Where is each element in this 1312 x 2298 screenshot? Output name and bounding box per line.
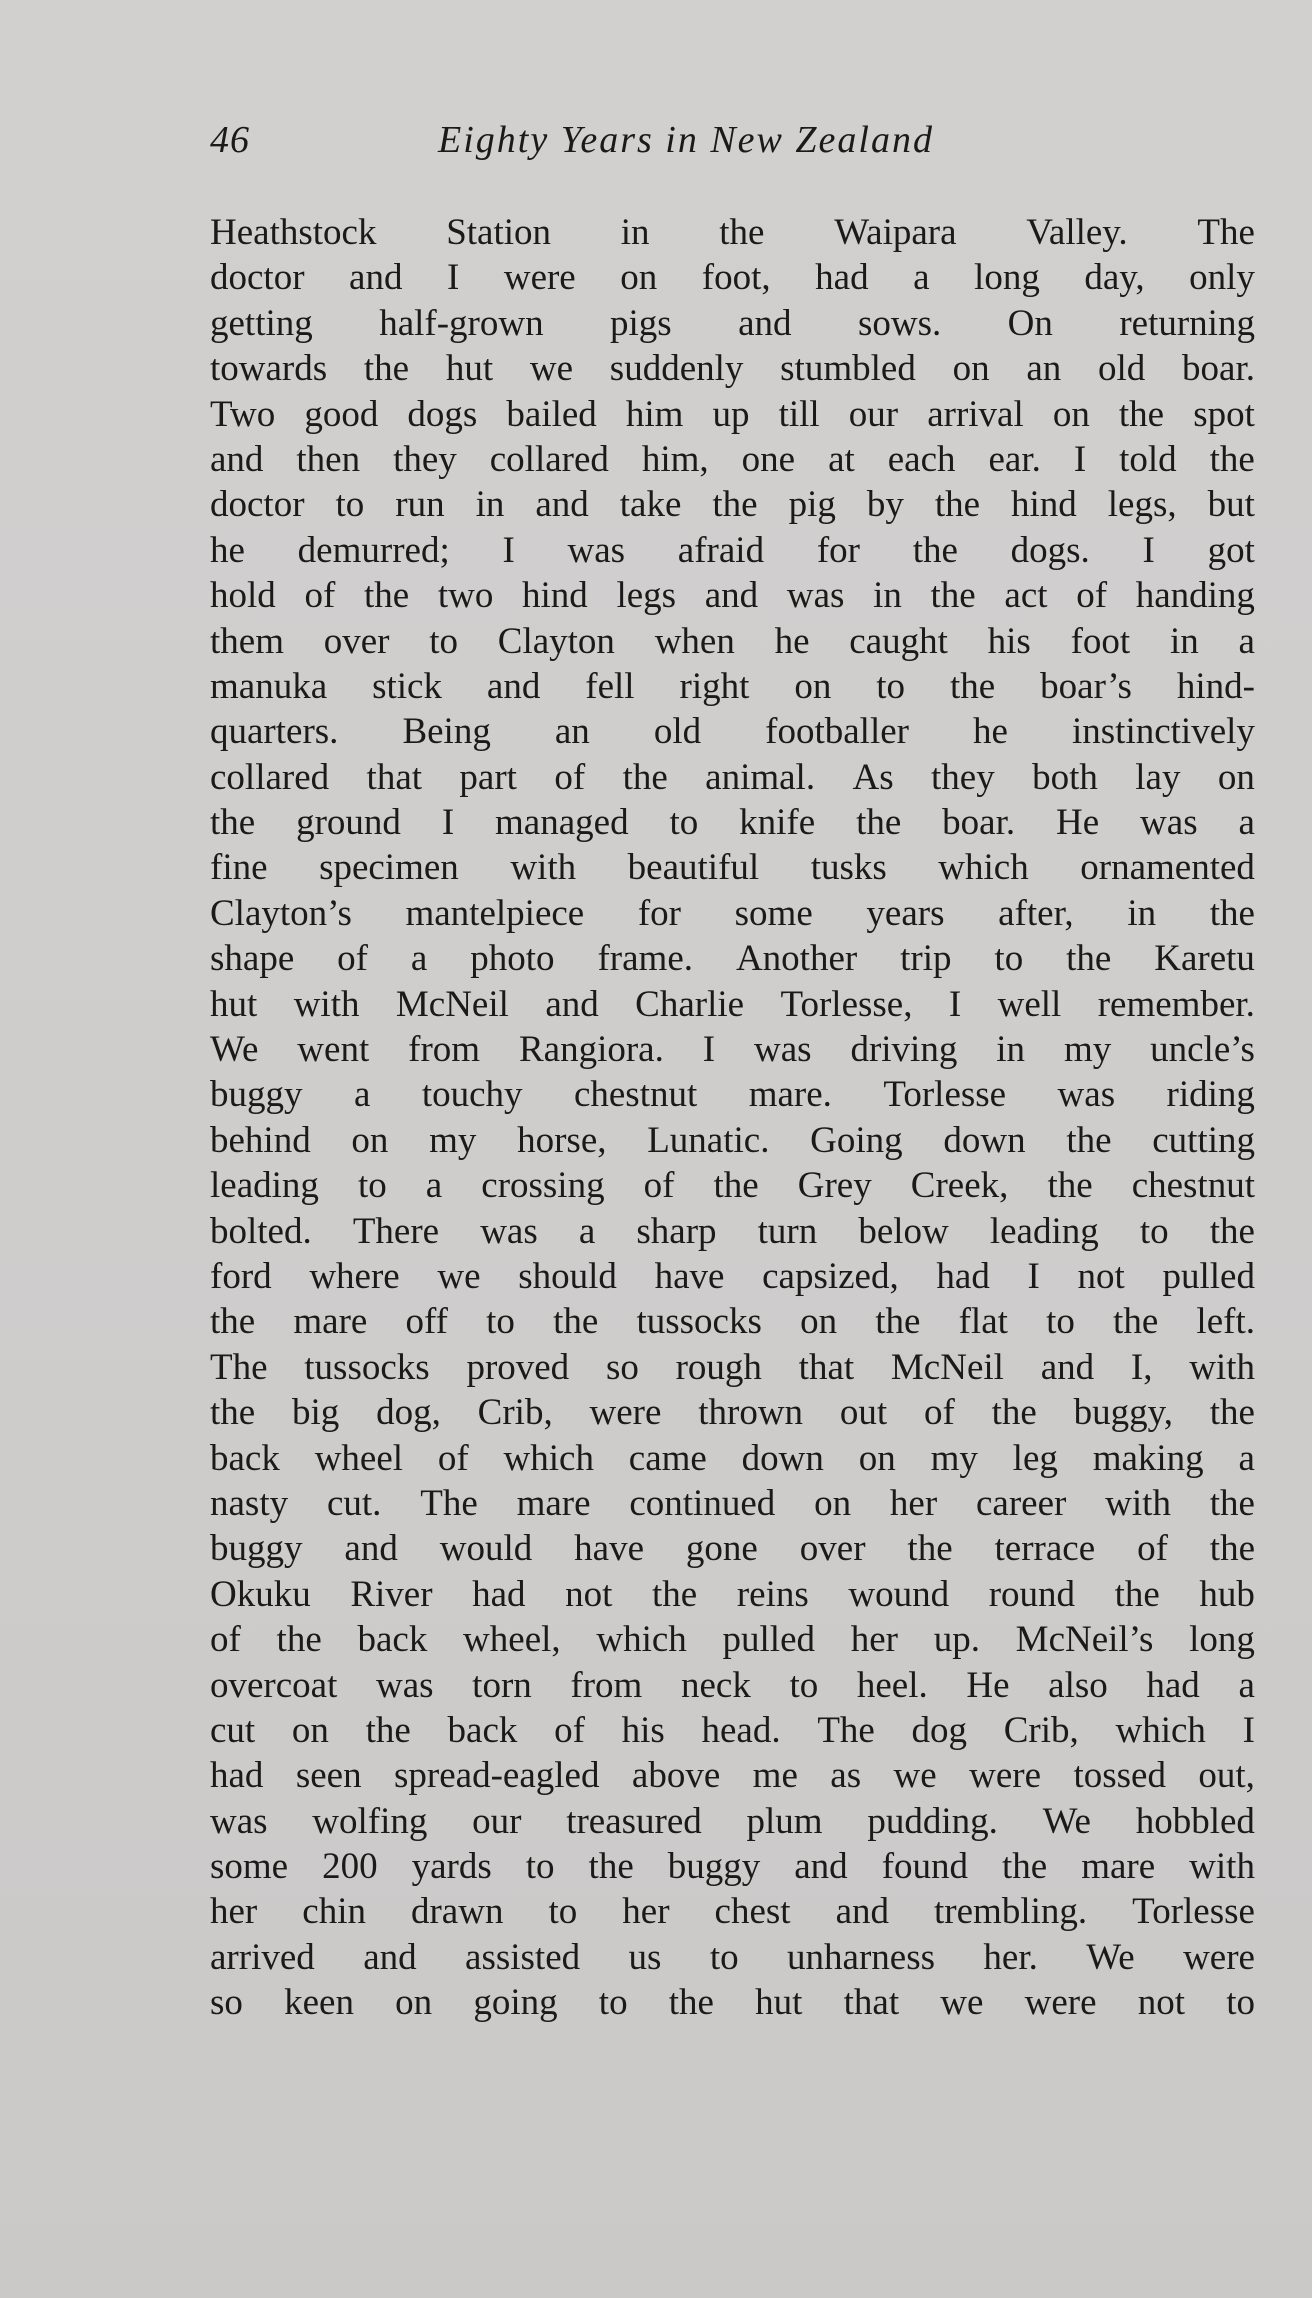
text-line: towards the hut we suddenly stumbled on an old boar. [210, 348, 1255, 390]
text-line: quarters. Being an old footballer he instinctively [210, 711, 1255, 753]
text-line: ford where we should have capsized, had I not pulled [210, 1255, 1255, 1297]
text-line: the ground I managed to knife the boar. He was a [210, 802, 1255, 844]
text-line: bolted. There was a sharp turn below leading to the [210, 1210, 1255, 1252]
page-number: 46 [210, 119, 250, 161]
text-line: the mare off to the tussocks on the flat to the left. [210, 1301, 1255, 1343]
text-line: he demurred; I was afraid for the dogs. I got [210, 529, 1255, 571]
body-text [210, 210, 1255, 2026]
text-line: cut on the back of his head. The dog Crib, which I [210, 1709, 1255, 1751]
text-line: doctor and I were on foot, had a long day, only [210, 257, 1255, 299]
text-line: them over to Clayton when he caught his foot in a [210, 620, 1255, 662]
text-line: shape of a photo frame. Another trip to the Karetu [210, 938, 1255, 980]
text-line: behind on my horse, Lunatic. Going down the cutting [210, 1119, 1255, 1161]
text-line: had seen spread-eagled above me as we were tossed out, [210, 1755, 1255, 1797]
text-line: doctor to run in and take the pig by the hind legs, but [210, 484, 1255, 526]
text-line: so keen on going to the hut that we were not to [210, 1982, 1255, 2024]
text-line: hut with McNeil and Charlie Torlesse, I well remember. [210, 983, 1255, 1025]
text-line: collared that part of the animal. As they both lay on [210, 756, 1255, 798]
running-title: Eighty Years in New Zealand [438, 119, 934, 161]
text-line: arrived and assisted us to unharness her. We were [210, 1936, 1255, 1978]
text-line: We went from Rangiora. I was driving in my uncle’s [210, 1029, 1255, 1071]
text-line: Two good dogs bailed him up till our arrival on the spot [210, 393, 1255, 435]
text-line: back wheel of which came down on my leg making a [210, 1437, 1255, 1479]
text-line: leading to a crossing of the Grey Creek, the chestnut [210, 1165, 1255, 1207]
text-line: The tussocks proved so rough that McNeil and I, with [210, 1346, 1255, 1388]
text-line: the big dog, Crib, were thrown out of the buggy, the [210, 1392, 1255, 1434]
page-header [210, 118, 1255, 178]
text-line: getting half-grown pigs and sows. On returning [210, 302, 1255, 344]
text-line: hold of the two hind legs and was in the act of handing [210, 575, 1255, 617]
text-line: nasty cut. The mare continued on her career with the [210, 1482, 1255, 1524]
text-line: buggy and would have gone over the terrace of the [210, 1528, 1255, 1570]
text-line: overcoat was torn from neck to heel. He also had a [210, 1664, 1255, 1706]
text-line: her chin drawn to her chest and trembling. Torlesse [210, 1891, 1255, 1933]
text-line: buggy a touchy chestnut mare. Torlesse was riding [210, 1074, 1255, 1116]
text-line: was wolfing our treasured plum pudding. We hobbled [210, 1800, 1255, 1842]
text-line: and then they collared him, one at each ear. I told the [210, 438, 1255, 480]
text-line: of the back wheel, which pulled her up. McNeil’s long [210, 1619, 1255, 1661]
text-line: some 200 yards to the buggy and found the mare with [210, 1846, 1255, 1888]
text-line: manuka stick and fell right on to the boar’s hind- [210, 665, 1255, 707]
text-line: Heathstock Station in the Waipara Valley. The [210, 212, 1255, 253]
text-line: Okuku River had not the reins wound round the hub [210, 1573, 1255, 1615]
text-line: Clayton’s mantelpiece for some years after, in the [210, 892, 1255, 934]
text-line: fine specimen with beautiful tusks which ornamented [210, 847, 1255, 889]
